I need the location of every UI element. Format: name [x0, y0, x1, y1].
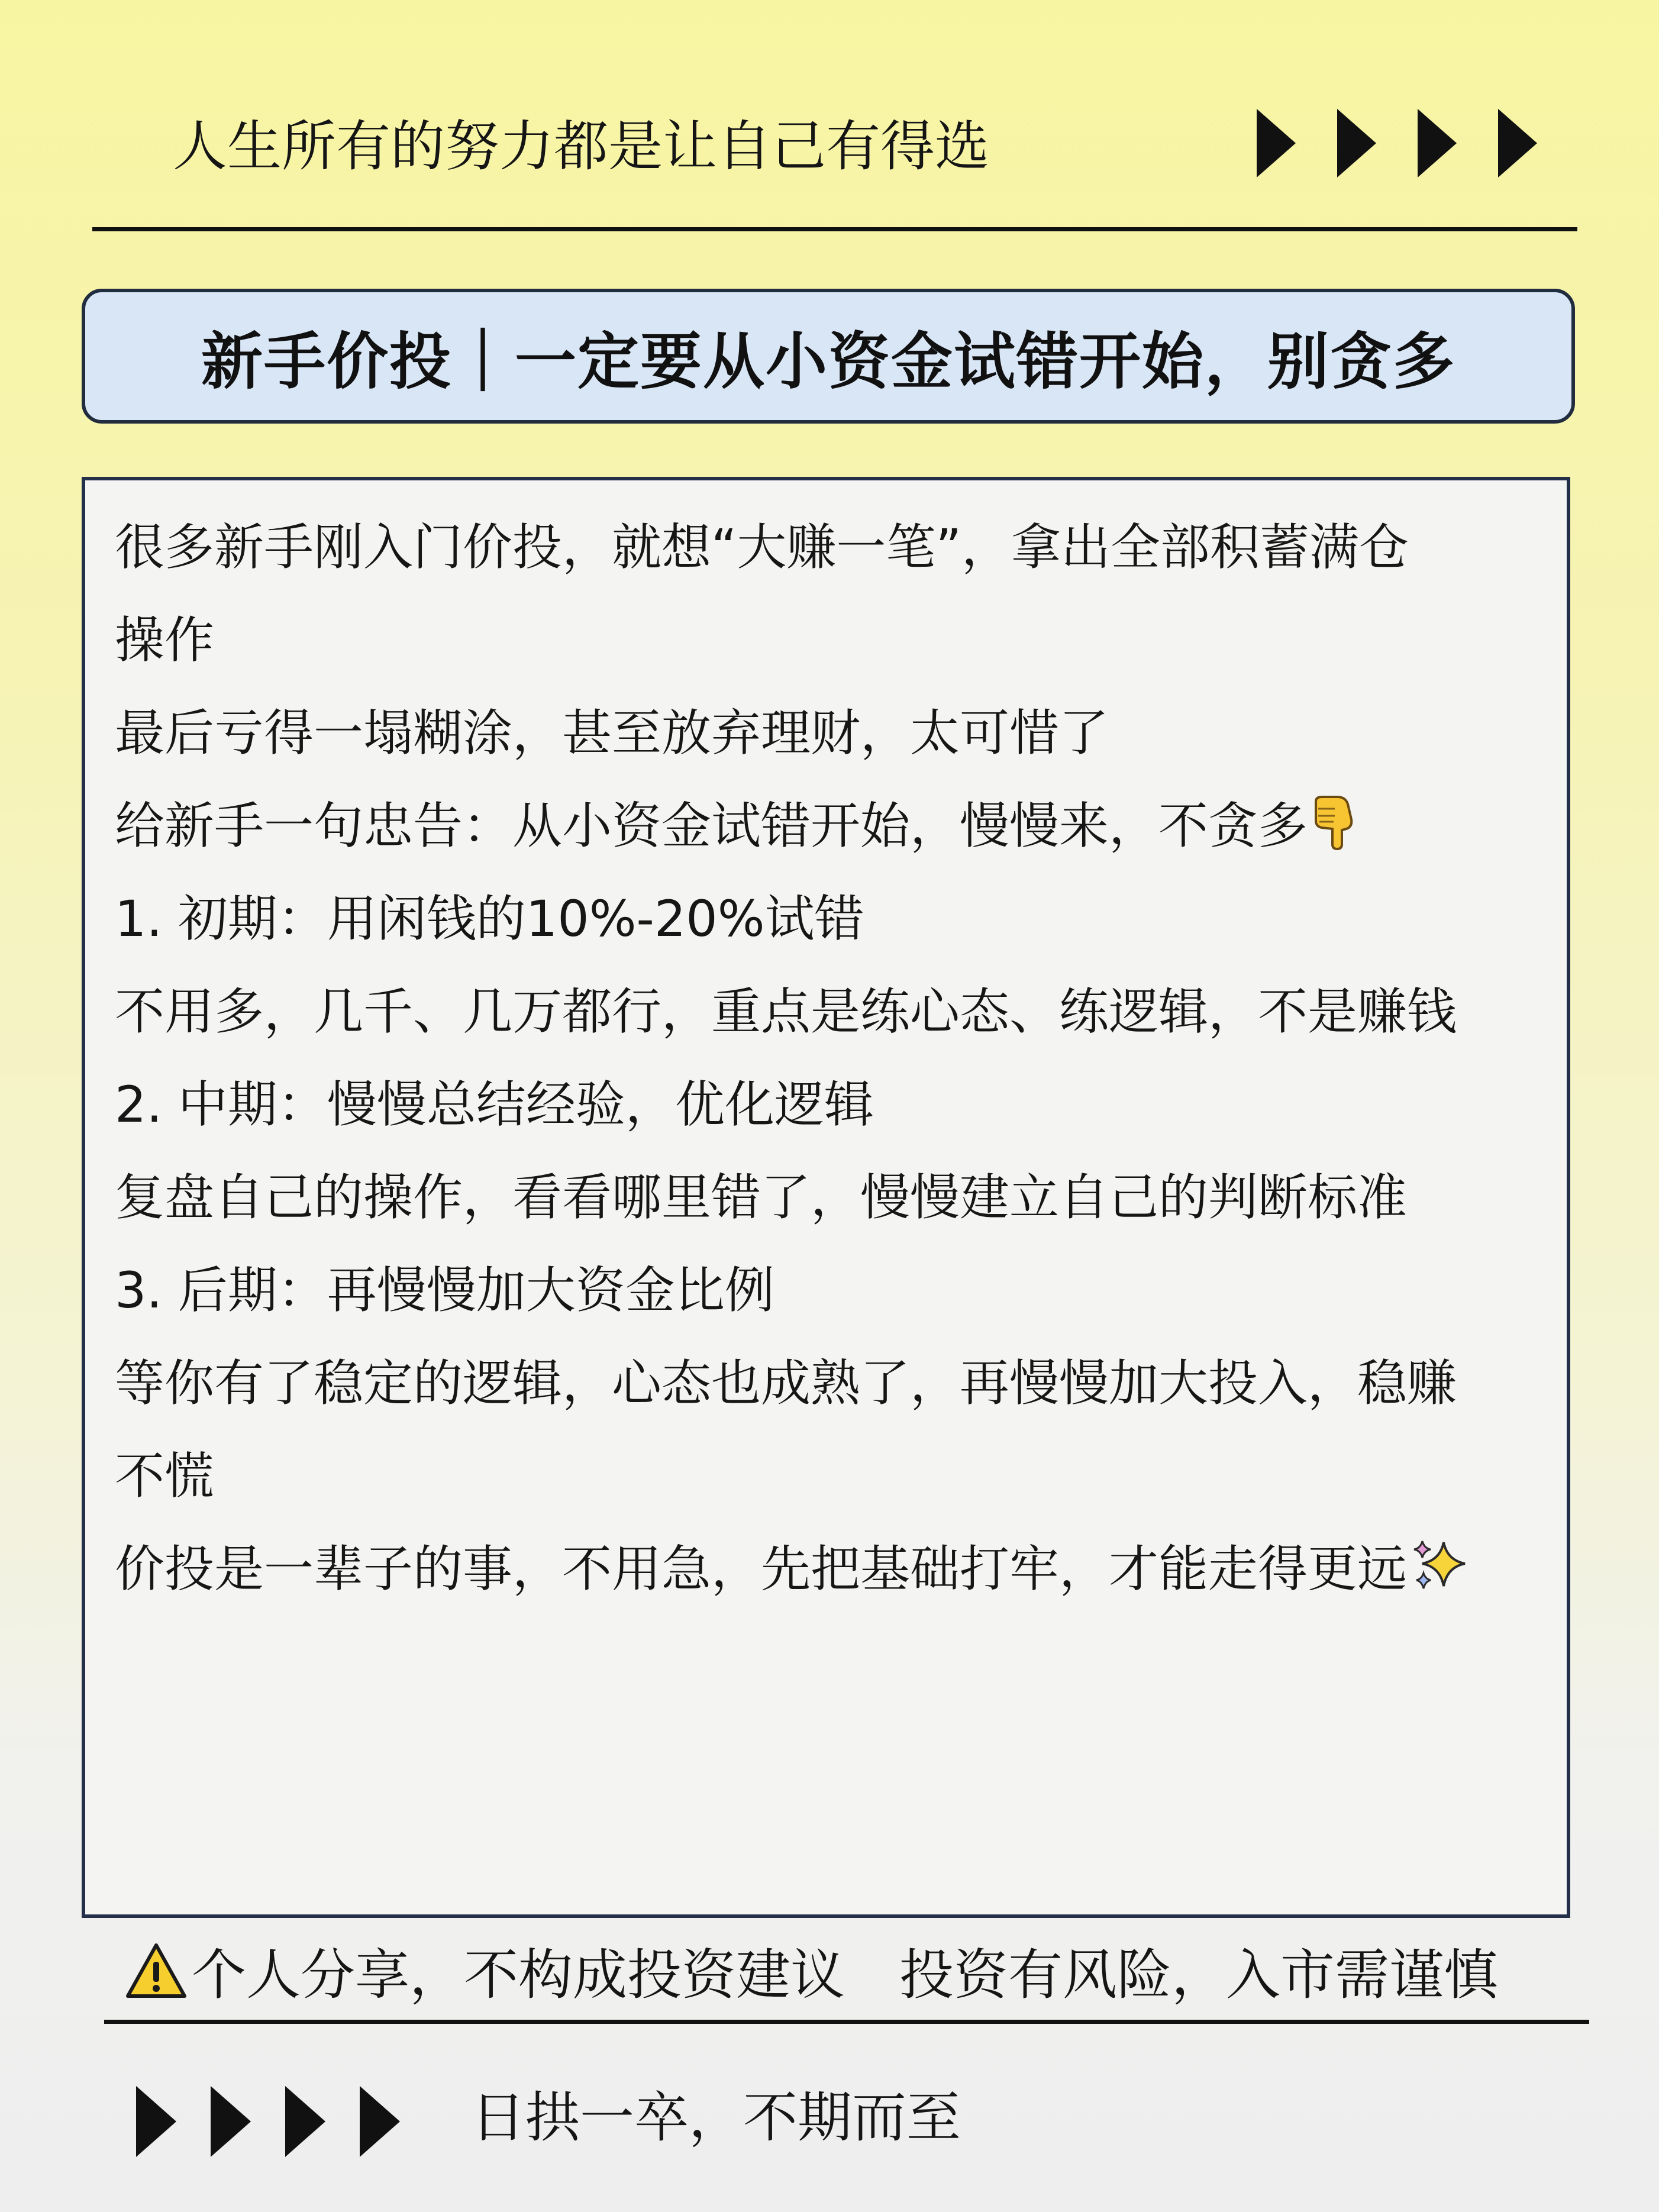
- content-line: 等你有了稳定的逻辑，心态也成熟了，再慢慢加大投入，稳赚: [115, 1354, 1457, 1412]
- footer-slogan: 日拱一卒，不期而至: [471, 2086, 961, 2149]
- content-line: 不慌: [115, 1447, 215, 1505]
- content-line: 2. 中期：慢慢总结经验，优化逻辑: [115, 1076, 874, 1134]
- content-box: [82, 477, 1570, 1918]
- disclaimer-right: 投资有风险，入市需谨慎: [899, 1943, 1499, 2007]
- header-arrows: [1252, 108, 1574, 179]
- footer-divider: [104, 2020, 1589, 2024]
- content-line-with-emoji: [115, 793, 1547, 886]
- header-motto: 人生所有的努力都是让自己有得选: [173, 115, 990, 178]
- title-box: [82, 289, 1575, 424]
- content-line: 1. 初期：用闲钱的10%-20%试错: [115, 890, 864, 948]
- content-line: 3. 后期：再慢慢加大资金比例: [115, 1261, 774, 1319]
- content-lines: [115, 515, 1547, 1629]
- content-line-text: 给新手一句忠告：从小资金试错开始，慢慢来，不贪多: [115, 797, 1308, 855]
- sparkles-icon: [1411, 1536, 1470, 1593]
- content-line: 操作: [115, 611, 215, 669]
- right-triangle-arrow-icon: [1252, 108, 1299, 179]
- content-line: 复盘自己的操作，看看哪里错了，慢慢建立自己的判断标准: [115, 1168, 1408, 1226]
- content-line-text: 价投是一辈子的事，不用急，先把基础打牢，才能走得更远: [115, 1540, 1408, 1598]
- disclaimer: [124, 1936, 1498, 2006]
- right-triangle-arrow-icon: [355, 2085, 402, 2158]
- pointing-down-hand-icon: [1311, 793, 1357, 850]
- footer-arrows: [131, 2085, 430, 2158]
- right-triangle-arrow-icon: [1332, 108, 1380, 179]
- header-divider: [92, 227, 1577, 231]
- right-triangle-arrow-icon: [1413, 108, 1460, 179]
- right-triangle-arrow-icon: [280, 2085, 328, 2158]
- right-triangle-arrow-icon: [1493, 108, 1541, 179]
- right-triangle-arrow-icon: [206, 2085, 253, 2158]
- content-line: 不用多，几千、几万都行，重点是练心态、练逻辑，不是赚钱: [115, 983, 1457, 1041]
- content-line: 很多新手刚入门价投，就想“大赚一笔”，拿出全部积蓄满仓: [115, 518, 1409, 576]
- content-line-with-emoji: [115, 1536, 1547, 1629]
- page-title: 新手价投｜一定要从小资金试错开始，别贪多: [201, 325, 1455, 398]
- disclaimer-left: 个人分享，不构成投资建议: [192, 1943, 845, 2007]
- warning-triangle-icon: [124, 1942, 188, 2000]
- right-triangle-arrow-icon: [131, 2085, 179, 2158]
- content-line: 最后亏得一塌糊涂，甚至放弃理财，太可惜了: [115, 704, 1109, 762]
